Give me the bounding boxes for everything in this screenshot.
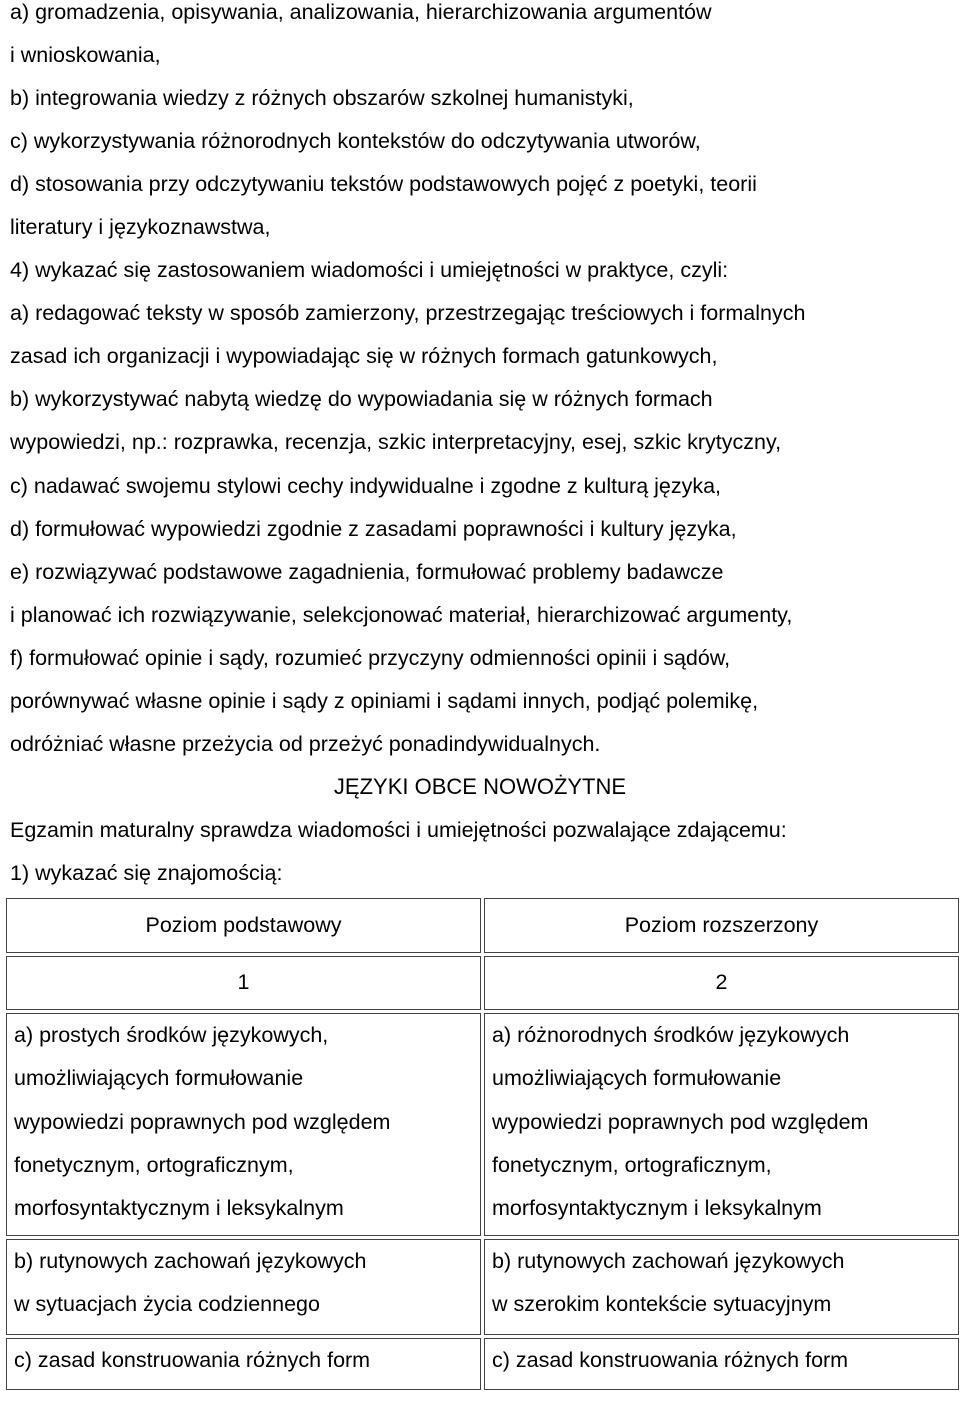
cell-text-line: b) rutynowych zachowań językowych	[14, 1249, 367, 1273]
cell-text-line: wypowiedzi poprawnych pod względem	[14, 1109, 391, 1134]
intro-line: 1) wykazać się znajomością:	[10, 861, 283, 885]
intro-line: Egzamin maturalny sprawdza wiadomości i umiejętności pozwalające zdającemu:	[10, 818, 787, 842]
cell-text-line: w szerokim kontekście sytuacyjnym	[492, 1292, 832, 1317]
cell-text-line: umożliwiających formułowanie	[14, 1066, 304, 1091]
section-heading: JĘZYKI OBCE NOWOŻYTNE	[333, 774, 627, 799]
paragraph-line: wypowiedzi, np.: rozprawka, recenzja, szkic interpretacyjny, esej, szkic krytyczny,	[10, 430, 782, 454]
table-cell-basic	[6, 1338, 481, 1390]
cell-text-line: w sytuacjach życia codziennego	[14, 1292, 320, 1317]
table-cell-extended	[484, 1338, 959, 1390]
table-cell-extended	[484, 1013, 959, 1236]
paragraph-line: d) formułować wypowiedzi zgodnie z zasadami poprawności i kultury języka,	[10, 517, 737, 541]
paragraph-line: zasad ich organizacji i wypowiadając się w różnych formach gatunkowych,	[10, 344, 718, 368]
cell-text-line: a) prostych środków językowych,	[14, 1023, 329, 1047]
cell-text-line: a) różnorodnych środków językowych	[492, 1023, 850, 1047]
paragraph-line: porównywać własne opinie i sądy z opiniami i sądami innych, podjąć polemikę,	[10, 689, 759, 713]
table-row	[6, 1013, 959, 1236]
cell-text-line: b) rutynowych zachowań językowych	[492, 1249, 845, 1273]
cell-text-line: c) zasad konstruowania różnych form	[14, 1348, 371, 1372]
paragraph-line: a) gromadzenia, opisywania, analizowania, hierarchizowania argumentów	[10, 0, 712, 24]
table-number-row	[6, 956, 959, 1010]
table-row	[6, 1239, 959, 1335]
paragraph-line: d) stosowania przy odczytywaniu tekstów podstawowych pojęć z poetyki, teorii	[10, 172, 757, 196]
paragraph-line: b) integrowania wiedzy z różnych obszarów szkolnej humanistyki,	[10, 86, 634, 110]
paragraph-line: odróżniać własne przeżycia od przeżyć ponadindywidualnych.	[10, 732, 601, 756]
header-cell-extended: Poziom rozszerzony	[484, 898, 959, 953]
cell-text-line: c) zasad konstruowania różnych form	[492, 1348, 849, 1372]
table-cell-extended	[484, 1239, 959, 1335]
cell-text-line: wypowiedzi poprawnych pod względem	[492, 1109, 869, 1134]
cell-text-line: fonetycznym, ortograficznym,	[492, 1152, 772, 1177]
paragraph-line: f) formułować opinie i sądy, rozumieć przyczyny odmienności opinii i sądów,	[10, 646, 731, 670]
table-row	[6, 1338, 959, 1390]
paragraph-line: 4) wykazać się zastosowaniem wiadomości i umiejętności w praktyce, czyli:	[10, 258, 729, 282]
cell-text-line: fonetycznym, ortograficznym,	[14, 1152, 294, 1177]
header-cell-basic: Poziom podstawowy	[6, 898, 481, 953]
paragraph-line: c) nadawać swojemu stylowi cechy indywidualne i zgodne z kulturą języka,	[10, 474, 722, 498]
levels-table	[3, 895, 960, 1393]
paragraph-line: literatury i językoznawstwa,	[10, 215, 271, 239]
paragraph-line: a) redagować teksty w sposób zamierzony, przestrzegając treściowych i formalnych	[10, 301, 806, 325]
cell-text-line: morfosyntaktycznym i leksykalnym	[492, 1196, 822, 1221]
paragraph-line: e) rozwiązywać podstawowe zagadnienia, formułować problemy badawcze	[10, 560, 724, 584]
paragraph-line: i wnioskowania,	[10, 43, 161, 67]
cell-text-line: umożliwiających formułowanie	[492, 1066, 782, 1091]
table-cell-basic	[6, 1013, 481, 1236]
paragraph-line: c) wykorzystywania różnorodnych kontekstów do odczytywania utworów,	[10, 129, 701, 153]
paragraph-line: i planować ich rozwiązywanie, selekcjonować materiał, hierarchizować argumenty,	[10, 603, 793, 627]
table-cell-basic	[6, 1239, 481, 1335]
paragraph-line: b) wykorzystywać nabytą wiedzę do wypowiadania się w różnych formach	[10, 387, 713, 411]
cell-text-line: morfosyntaktycznym i leksykalnym	[14, 1196, 344, 1221]
table-header-row	[6, 898, 959, 953]
column-number-cell: 2	[484, 956, 959, 1010]
column-number-cell: 1	[6, 956, 481, 1010]
